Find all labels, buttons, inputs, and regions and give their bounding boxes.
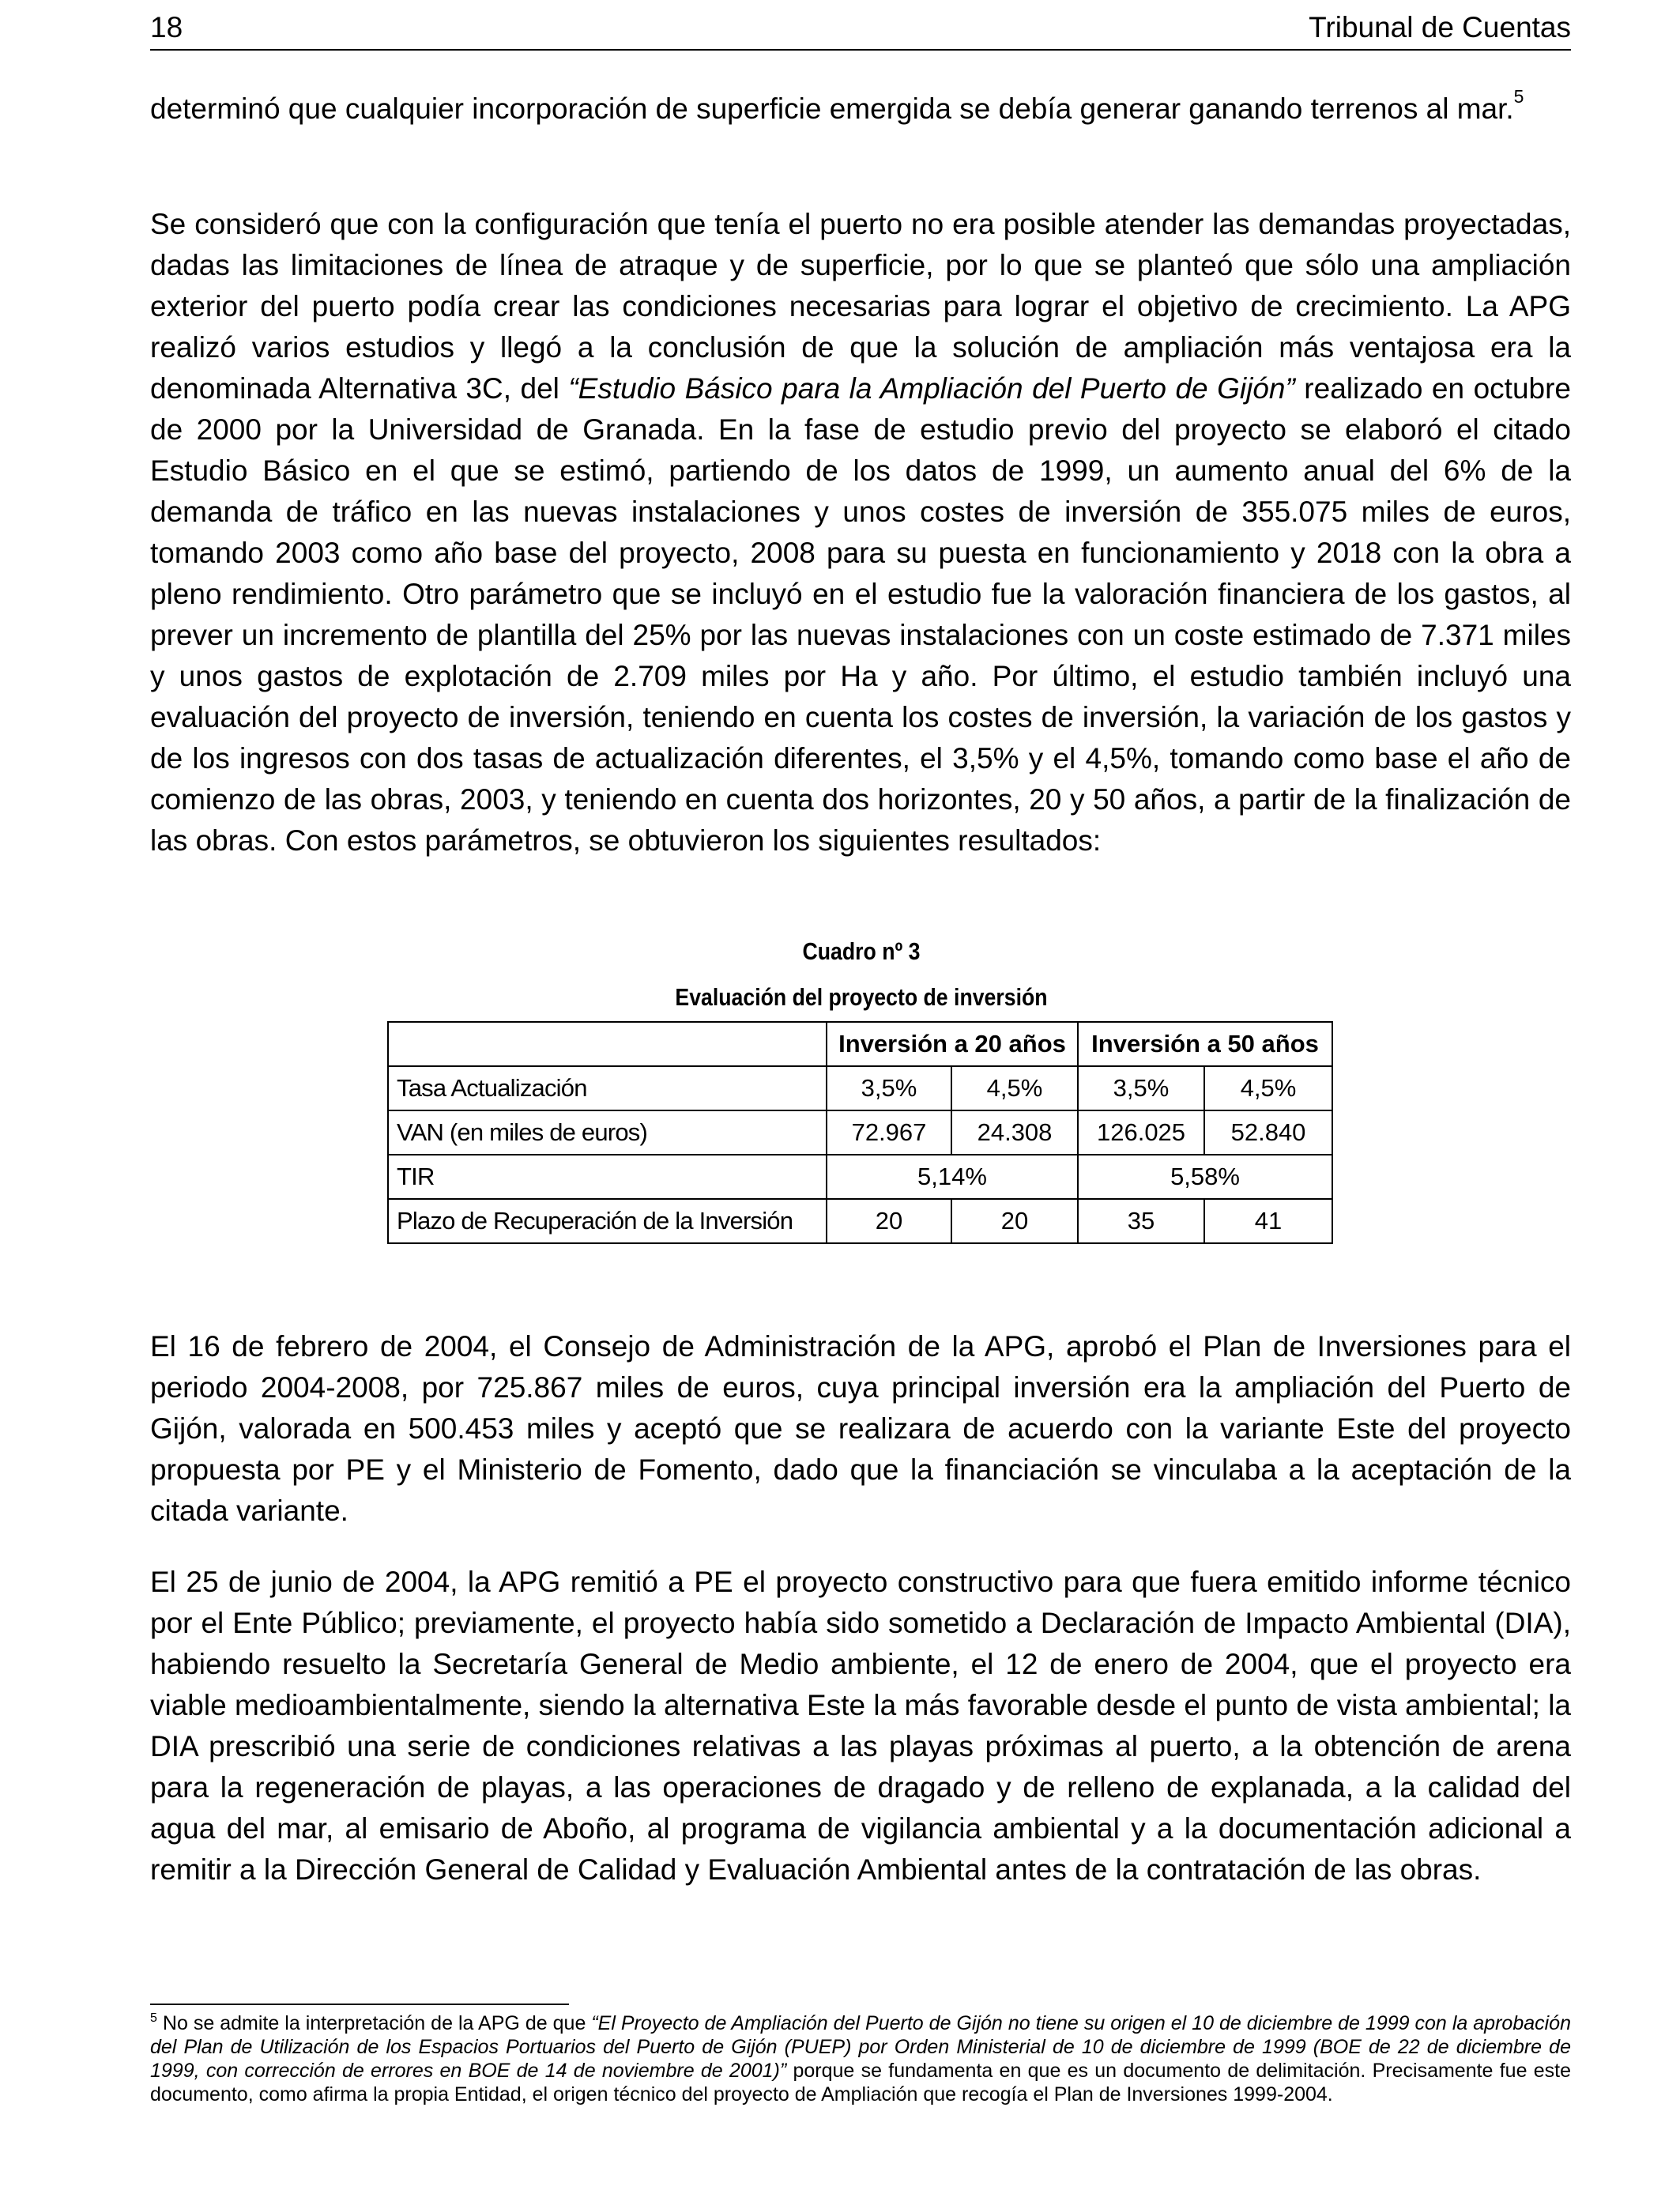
running-title: Tribunal de Cuentas <box>1309 11 1571 43</box>
row-label: Plazo de Recuperación de la Inversión <box>388 1199 827 1243</box>
table-row <box>388 1199 1332 1243</box>
table-row <box>388 1155 1332 1199</box>
table-cell: 41 <box>1204 1199 1332 1243</box>
paragraph-1 <box>150 86 1571 130</box>
table-cell: 4,5% <box>1204 1066 1332 1110</box>
table-cell: 72.967 <box>827 1110 951 1155</box>
page-number: 18 <box>150 11 183 43</box>
paragraph-2-text-a: Se consideró que con la configuración que tenía el puerto no era posible atender las demandas proyectadas, dadas las limitaciones de línea de atraque y de superficie, por lo que se planteó que sólo una ampliación exterior del puerto podía crear las condiciones necesarias para lograr el objetivo de crecimiento. La APG realizó varios estudios y llegó a la conclusión de que la solución de ampliación más ventajosa era la denominada Alternativa 3C, del <box>150 208 1571 405</box>
footnote-number: 5 <box>150 2011 157 2025</box>
table-caption-number: Cuadro nº 3 <box>802 937 921 965</box>
table-cell: 24.308 <box>951 1110 1078 1155</box>
table-row <box>388 1066 1332 1110</box>
table-header-row <box>388 1022 1332 1066</box>
study-title: “Estudio Básico para la Ampliación del Puerto de Gijón” <box>568 372 1295 405</box>
paragraph-1-text: determinó que cualquier incorporación de superficie emergida se debía generar ganando terrenos al mar. <box>150 92 1514 125</box>
footnote-intro: No se admite la interpretación de la APG de que <box>156 2012 592 2034</box>
table-cell: 4,5% <box>951 1066 1078 1110</box>
paragraph-2 <box>150 204 1571 861</box>
table-cell: 126.025 <box>1078 1110 1204 1155</box>
paragraph-2-text-b: realizado en octubre de 2000 por la Universidad de Granada. En la fase de estudio previo del proyecto se elaboró el citado Estudio Básico en el que se estimó, partiendo de los datos de 1999, un aumento anual del 6% de la demanda de tráfico en las nuevas instalaciones y unos costes de inversión de 355.075 miles de euros, tomando 2003 como año base del proyecto, 2008 para su puesta en funcionamiento y 2018 con la obra a pleno rendimiento. Otro parámetro que se incluyó en el estudio fue la valoración financiera de los gastos, al prever un incremento de plantilla del 25% por las nuevas instalaciones con un coste estimado de 7.371 miles y unos gastos de explotación de 2.709 miles por Ha y año. Por último, el estudio también incluyó una evaluación del proyecto de inversión, teniendo en cuenta los costes de inversión, la variación de los gastos y de los ingresos con dos tasas de actualización diferentes, el 3,5% y el 4,5%, tomando como base el año de comienzo de las obras, 2003, y teniendo en cuenta dos horizontes, 20 y 50 años, a partir de la finalización de las obras. Con estos parámetros, se obtuvieron los siguientes resultados: <box>150 372 1571 857</box>
table-cell: 20 <box>951 1199 1078 1243</box>
footnote <box>150 2011 1571 2106</box>
paragraph-4: El 25 de junio de 2004, la APG remitió a PE el proyecto constructivo para que fuera emitido informe técnico por el Ente Público; previamente, el proyecto había sido sometido a Declaración de Impacto Ambiental (DIA), habiendo resuelto la Secretaría General de Medio ambiente, el 12 de enero de 2004, que el proyecto era viable medioambientalmente, siendo la alternativa Este la más favorable desde el punto de vista ambiental; la DIA prescribió una serie de condiciones relativas a las playas próximas al puerto, a la obtención de arena para la regeneración de playas, a las operaciones de dragado y de relleno de explanada, a la calidad del agua del mar, al emisario de Aboño, al programa de vigilancia ambiental y a la documentación adicional a remitir a la Dirección General de Calidad y Evaluación Ambiental antes de la contratación de las obras. <box>150 1566 1571 1886</box>
row-label: VAN (en miles de euros) <box>388 1110 827 1155</box>
table-row <box>388 1110 1332 1155</box>
table-cell: 5,58% <box>1078 1155 1332 1199</box>
footnote-quote: “El Proyecto de Ampliación del Puerto de Gijón no tiene su origen el 10 de diciembre de 1999 con la aprobación del Plan de Utilización de los Espacios Portuarios del Puerto de Gijón (PUEP) por Orden Ministerial de 10 de diciembre de 1999 (BOE de 22 de diciembre de 1999, con corrección de errores en BOE de 14 de noviembre de 2001)” <box>150 2012 1571 2082</box>
footnote-rest: porque se fundamenta en que es un documento de delimitación. Precisamente fue este documento, como afirma la propia Entidad, el origen técnico del proyecto de Ampliación que recogía el Plan de Inversiones 1999-2004. <box>150 2060 1571 2105</box>
table-cell: 5,14% <box>827 1155 1078 1199</box>
page-header <box>150 9 1571 51</box>
footnote-ref[interactable]: 5 <box>1513 86 1524 107</box>
table-cell: 52.840 <box>1204 1110 1332 1155</box>
footnote-separator <box>150 2004 569 2005</box>
investment-evaluation-table <box>387 1021 1333 1244</box>
table-cell: 3,5% <box>827 1066 951 1110</box>
header-50-years: Inversión a 50 años <box>1078 1022 1332 1066</box>
row-label: Tasa Actualización <box>388 1066 827 1110</box>
paragraph-3: El 16 de febrero de 2004, el Consejo de Administración de la APG, aprobó el Plan de Inversiones para el periodo 2004-2008, por 725.867 miles de euros, cuya principal inversión era la ampliación del Puerto de Gijón, valorada en 500.453 miles y aceptó que se realizara de acuerdo con la variante Este del proyecto propuesta por PE y el Ministerio de Fomento, dado que la financiación se vinculaba a la aceptación de la citada variante. <box>150 1330 1571 1527</box>
header-20-years: Inversión a 20 años <box>827 1022 1078 1066</box>
table-cell: 20 <box>827 1199 951 1243</box>
row-label: TIR <box>388 1155 827 1199</box>
table-cell: 35 <box>1078 1199 1204 1243</box>
table-cell: 3,5% <box>1078 1066 1204 1110</box>
table-corner-cell <box>388 1022 827 1066</box>
table-caption-title: Evaluación del proyecto de inversión <box>675 983 1048 1011</box>
